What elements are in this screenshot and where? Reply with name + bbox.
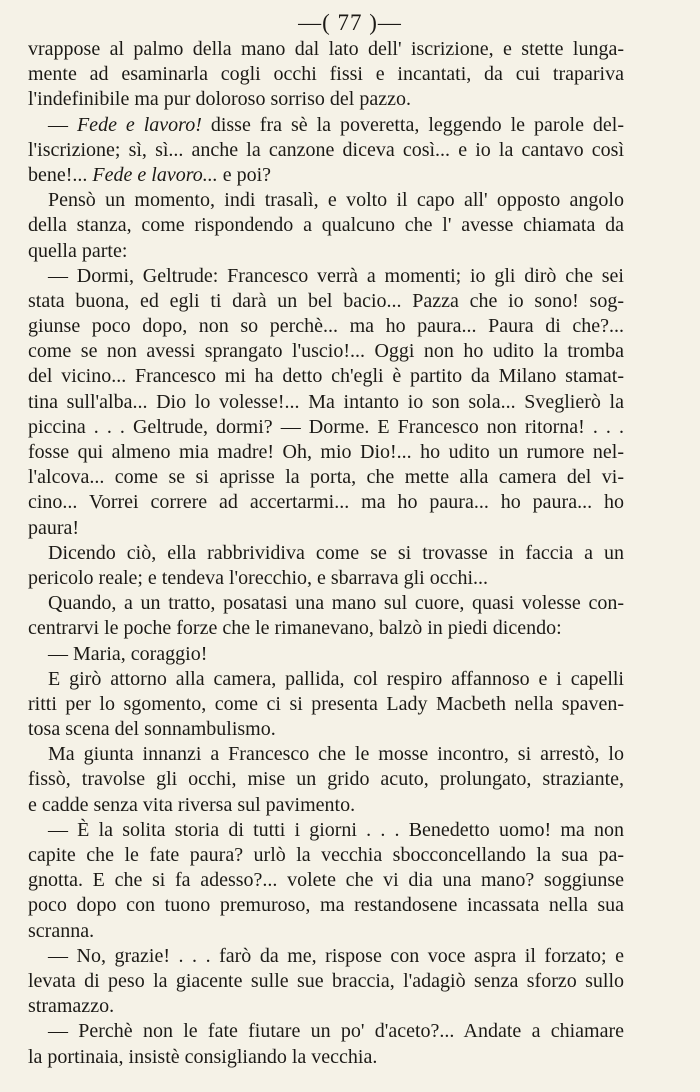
- text-line: tosa scena del sonnambulismo.: [28, 718, 276, 741]
- text-line: fissò, travolse gli occhi, mise un grido acuto, prolungato, straziante,: [28, 768, 624, 791]
- text-line: Pensò un momento, indi trasalì, e volto il capo all' opposto angolo: [48, 189, 624, 212]
- text-line: come se non avessi sprangato l'uscio!... Oggi non ho udito la tromba: [28, 340, 624, 363]
- text-line: l'iscrizione; sì, sì... anche la canzone diceva così... e io la cantavo così: [28, 138, 624, 161]
- text-line: — Maria, coraggio!: [48, 642, 208, 665]
- text-line: l'alcova... come se si aprisse la porta, che mette alla camera del vi-: [28, 466, 624, 489]
- text-line: Quando, a un tratto, posatasi una mano sul cuore, quasi volesse con-: [48, 592, 624, 615]
- page-number: —( 77 )—: [298, 10, 402, 35]
- text-line: scranna.: [28, 919, 95, 942]
- text-line: la portinaia, insistè consigliando la vecchia.: [28, 1045, 378, 1068]
- text-line: — Dormi, Geltrude: Francesco verrà a momenti; io gli dirò che sei: [48, 264, 624, 287]
- text-line: l'indefinibile ma pur doloroso sorriso del pazzo.: [28, 88, 411, 111]
- text-line: giunse poco dopo, non so perchè... ma ho paura... Paura di che?...: [28, 315, 624, 338]
- text-line: della stanza, come rispondendo a qualcuno che l' avesse chiamata da: [28, 214, 624, 237]
- text-line: del vicino... Francesco mi ha detto ch'egli è partito da Milano stamat-: [28, 365, 624, 388]
- text-line: — No, grazie! . . . farò da me, rispose con voce aspra il forzato; e: [48, 944, 624, 967]
- text-line: e cadde senza vita riversa sul pavimento.: [28, 793, 356, 816]
- text-line: pericolo reale; e tendeva l'orecchio, e sbarrava gli occhi...: [28, 566, 489, 589]
- text-line: poco dopo con tuono premuroso, ma restandosene incassata nella sua: [28, 894, 624, 917]
- text-line: Ma giunta innanzi a Francesco che le mosse incontro, si arrestò, lo: [48, 743, 624, 766]
- text-line: paura!: [28, 516, 80, 539]
- text-line: stramazzo.: [28, 995, 115, 1018]
- text-line: E girò attorno alla camera, pallida, col respiro affannoso e i capelli: [48, 667, 624, 690]
- text-line: tina sull'alba... Dio lo volesse!... Ma intanto io son sola... Sveglierò la: [28, 390, 624, 413]
- text-line: fosse qui almeno mia madre! Oh, mio Dio!... ho udito un rumore nel-: [28, 441, 624, 463]
- text-line: piccina . . . Geltrude, dormi? — Dorme. E Francesco non ritorna! . . .: [28, 415, 624, 438]
- text-line: levata di peso la giacente sulle sue braccia, l'adagiò senza sforzo sullo: [28, 969, 624, 992]
- body-text: [28, 37, 624, 1070]
- text-line: mente ad esaminarla cogli occhi fissi e incantati, da cui trapariva: [28, 63, 624, 86]
- text-line: — È la solita storia di tutti i giorni . . . Benedetto uomo! ma non: [48, 818, 624, 841]
- text-line: — Perchè non le fate fiutare un po' d'aceto?... Andate a chiamare: [48, 1020, 624, 1043]
- text-line: ritti per lo sgomento, come ci si presenta Lady Macbeth nella spaven-: [28, 692, 624, 715]
- text-line: quella parte:: [28, 239, 128, 262]
- text-line: bene!... Fede e lavoro... e poi?: [28, 163, 272, 186]
- text-line: vrappose al palmo della mano dal lato dell' iscrizione, e stette lunga-: [28, 38, 624, 60]
- text-line: centrarvi le poche forze che le rimanevano, balzò in piedi dicendo:: [28, 617, 562, 640]
- text-line: — Fede e lavoro! disse fra sè la poveretta, leggendo le parole del-: [48, 113, 625, 136]
- text-line: capite che le fate paura? urlò la vecchia sbocconcellando la sua pa-: [28, 844, 624, 866]
- text-line: gnotta. E che si fa adesso?... volete che vi dia una mano? soggiunse: [28, 869, 624, 892]
- text-line: Dicendo ciò, ella rabbrividiva come se si trovasse in faccia a un: [48, 541, 624, 564]
- text-line: stata buona, ed egli ti darà un bel bacio... Pazza che io sono! sog-: [28, 289, 624, 312]
- text-line: cino... Vorrei correre ad accertarmi... ma ho paura... ho paura... ho: [28, 491, 624, 514]
